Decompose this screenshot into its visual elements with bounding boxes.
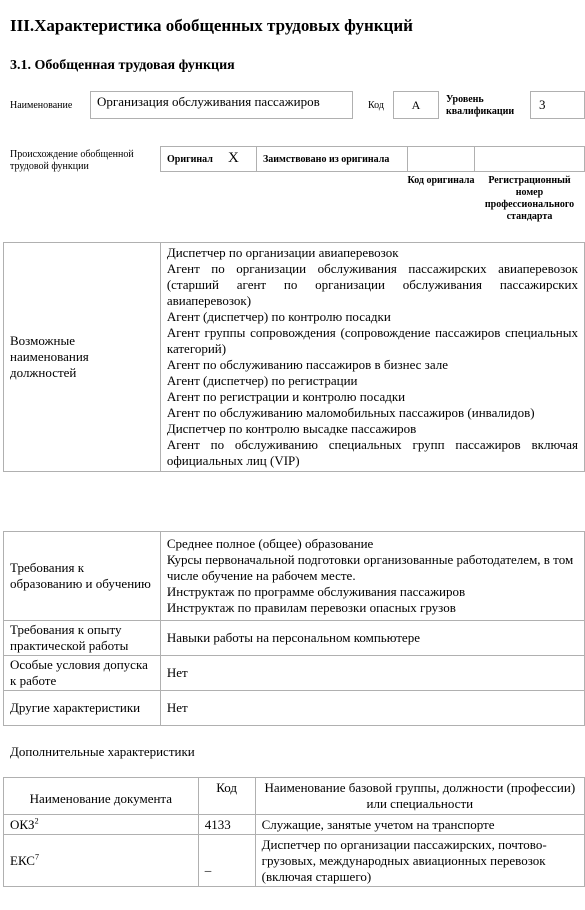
experience-label: Требования к опыту практической работы: [4, 621, 161, 656]
original-mark: Х: [228, 150, 239, 166]
requirements-table: [3, 531, 585, 726]
position-item: Агент группы сопровождения (сопровождение пассажиров специальных категорий): [166, 325, 578, 356]
education-line: Инструктаж по программе обслуживания пассажиров: [166, 584, 466, 599]
table-row-name: Служащие, занятые учетом на транспорте: [255, 815, 584, 835]
level-label: Уровень квалификации: [446, 94, 515, 117]
education-label: Требования к образованию и обучению: [4, 532, 161, 621]
positions-label: Возможные наименования должностей: [4, 243, 161, 472]
position-item: Диспетчер по контролю высадке пассажиров: [166, 421, 417, 436]
regnum-caption: Регистрационный номер профессионального стандарта: [484, 175, 575, 222]
admission-value: Нет: [160, 656, 584, 691]
doc-footnote: 7: [34, 852, 39, 862]
position-item: Агент по обслуживанию пассажиров в бизнес зале: [166, 357, 448, 372]
level-field: 3: [530, 91, 585, 119]
table-row-doc: [4, 815, 199, 835]
position-item: Агент (диспетчер) по регистрации: [166, 373, 358, 388]
borrowed-label: Заимствовано из оригинала: [263, 154, 390, 165]
experience-value: Навыки работы на персональном компьютере: [160, 621, 584, 656]
table-row-code: _: [198, 835, 255, 887]
education-line: Среднее полное (общее) образование: [166, 536, 374, 551]
positions-list: [160, 243, 584, 472]
position-item: Диспетчер по организации авиаперевозок: [166, 245, 399, 260]
regnum-cell: [474, 146, 585, 172]
education-value: [160, 532, 584, 621]
code-original-caption: Код оригинала: [407, 175, 475, 186]
borrowed-cell: [256, 146, 408, 172]
position-item: Агент по регистрации и контролю посадки: [166, 389, 406, 404]
additional-title: Дополнительные характеристики: [10, 744, 195, 759]
origin-label: Происхождение обобщенной трудовой функции: [10, 149, 134, 172]
doc-name: ЕКС: [10, 852, 35, 868]
header-document: Наименование документа: [4, 778, 199, 815]
education-line: Курсы первоначальной подготовки организованные работодателем, в том числе обучение на рабочем месте.: [166, 552, 574, 583]
doc-footnote: 2: [34, 816, 39, 826]
positions-table: [3, 242, 585, 472]
other-value: Нет: [160, 691, 584, 726]
section-title: III.Характеристика обобщенных трудовых функций: [10, 16, 413, 35]
code-original-cell: [407, 146, 475, 172]
header-name: Наименование базовой группы, должности (профессии) или специальности: [255, 778, 584, 815]
table-row-doc: [4, 835, 199, 887]
doc-name: ОКЗ: [10, 816, 35, 832]
name-label: Наименование: [10, 100, 73, 111]
subsection-title: 3.1. Обобщенная трудовая функция: [10, 58, 235, 73]
table-row-code: 4133: [198, 815, 255, 835]
table-row-name: Диспетчер по организации пассажирских, почтово-грузовых, международных авиационных перевозок (включая старшего): [255, 835, 584, 887]
position-item: Агент (диспетчер) по контролю посадки: [166, 309, 391, 324]
code-label: Код: [368, 100, 384, 111]
position-item: Агент по обслуживанию маломобильных пассажиров (инвалидов): [166, 405, 535, 420]
original-label: Оригинал: [167, 154, 213, 165]
education-line: Инструктаж по правилам перевозки опасных грузов: [166, 600, 456, 615]
code-field: А: [393, 91, 439, 119]
additional-table: [3, 777, 585, 887]
admission-label: Особые условия допуска к работе: [4, 656, 161, 691]
other-label: Другие характеристики: [4, 691, 161, 726]
original-cell: [160, 146, 257, 172]
header-code: Код: [198, 778, 255, 815]
position-item: Агент по обслуживанию специальных групп пассажиров включая официальных лиц (VIP): [166, 437, 578, 468]
name-field: Организация обслуживания пассажиров: [90, 91, 353, 119]
position-item: Агент по организации обслуживания пассажирских авиаперевозок (старший агент по организации обслуживания пассажирских авиаперевозок): [166, 261, 578, 308]
